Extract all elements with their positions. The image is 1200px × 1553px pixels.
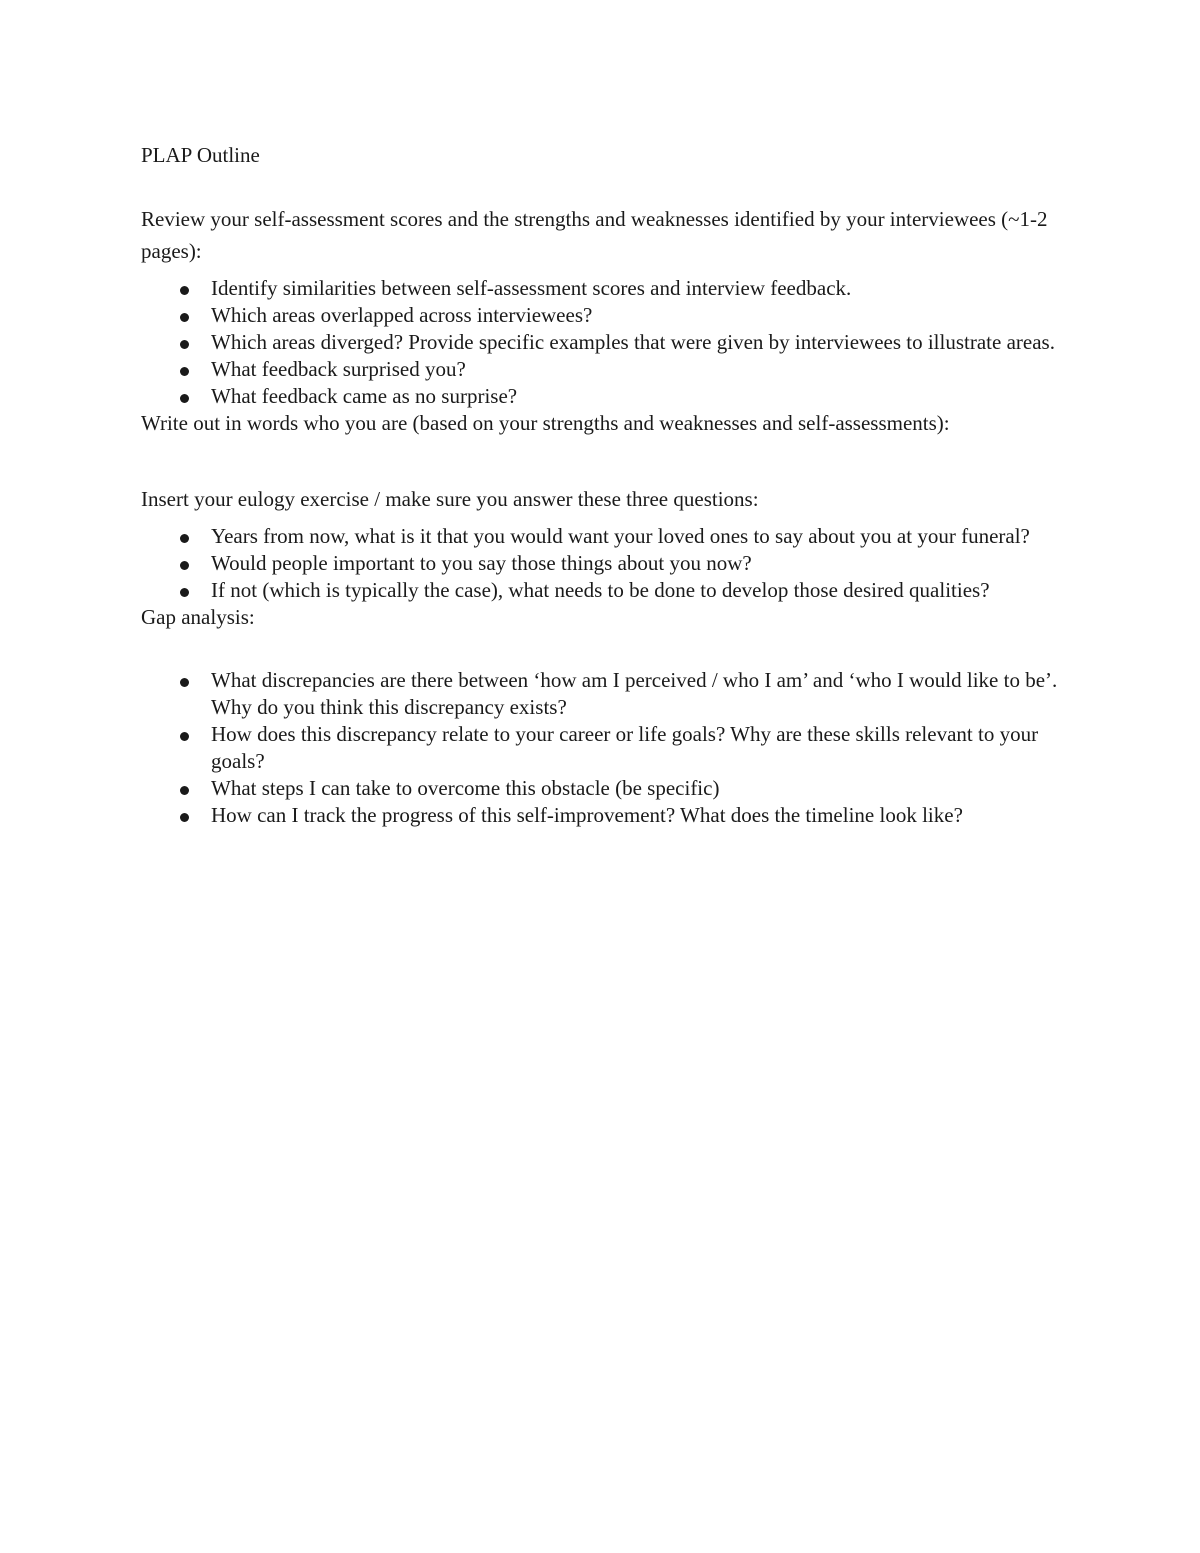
review-intro: Review your self-assessment scores and the strengths and weaknesses identified by your interviewees (~1-2 pages):: [141, 207, 1048, 264]
review-bullet-list: [141, 275, 1061, 410]
list-item: Which areas diverged? Provide specific examples that were given by interviewees to illustrate areas.: [211, 329, 1061, 356]
list-item: How can I track the progress of this self-improvement? What does the timeline look like?: [211, 802, 1061, 829]
document-title: PLAP Outline: [141, 143, 260, 167]
list-item: What discrepancies are there between ‘how am I perceived / who I am’ and ‘who I would like to be’. Why do you think this discrepancy exists?: [211, 667, 1061, 721]
list-item: Identify similarities between self-assessment scores and interview feedback.: [211, 275, 1061, 302]
list-item: What steps I can take to overcome this obstacle (be specific): [211, 775, 1061, 802]
list-item: Years from now, what is it that you would want your loved ones to say about you at your funeral?: [211, 523, 1061, 550]
gap-bullet-list: [141, 667, 1061, 829]
list-item: Would people important to you say those things about you now?: [211, 550, 1061, 577]
list-item: Which areas overlapped across interviewees?: [211, 302, 1061, 329]
eulogy-intro: Insert your eulogy exercise / make sure you answer these three questions:: [141, 486, 759, 511]
gap-analysis-heading: Gap analysis:: [141, 604, 255, 629]
list-item: What feedback came as no surprise?: [211, 383, 1061, 410]
list-item: How does this discrepancy relate to your career or life goals? Why are these skills relevant to your goals?: [211, 721, 1061, 775]
eulogy-bullet-list: [141, 523, 1061, 604]
who-you-are-intro: Write out in words who you are (based on your strengths and weaknesses and self-assessments):: [141, 411, 950, 436]
list-item: What feedback surprised you?: [211, 356, 1061, 383]
document-body: [141, 142, 1061, 829]
list-item: If not (which is typically the case), what needs to be done to develop those desired qualities?: [211, 577, 1061, 604]
